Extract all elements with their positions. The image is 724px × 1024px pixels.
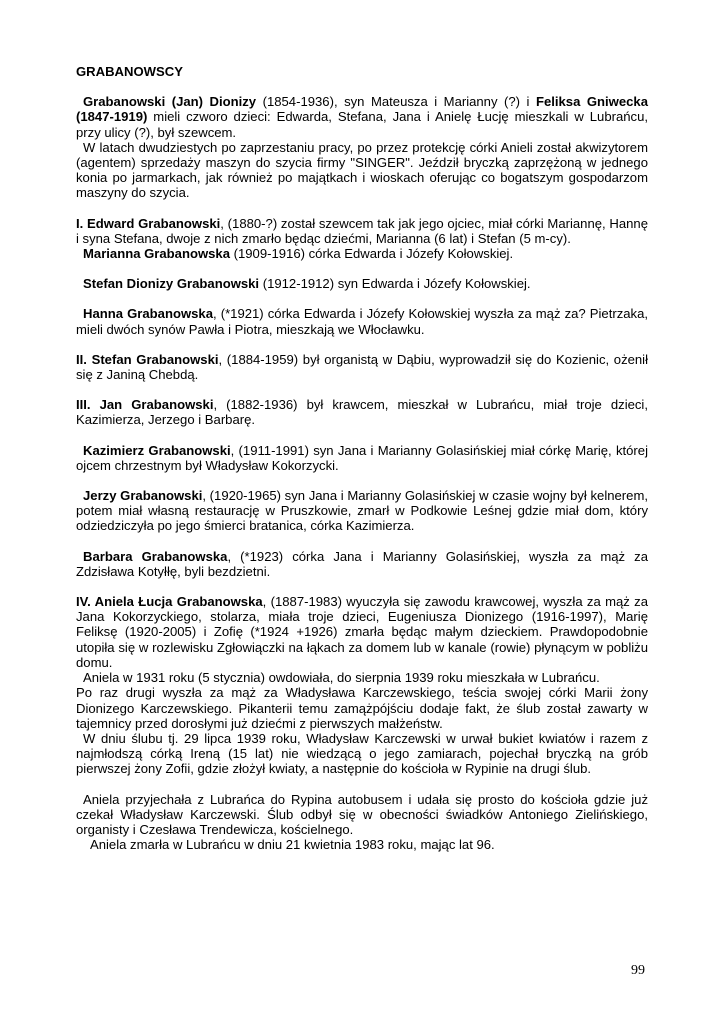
- paragraph-singer: W latach dwudziestych po zaprzestaniu pracy, po przez protekcję córki Anieli został akwizytorem (agentem) sprzedaży maszyn do szycia firmy "SINGER". Jeździł bryczką zaprzężoną w jednego konia po jarmarkach, jak również po majątkach i wioskach oferując co bogatszym gospodarzom maszyny do szycia.: [76, 139, 648, 201]
- paragraph-stefan-dionizy: Stefan Dionizy Grabanowski (1912-1912) syn Edwarda i Józefy Kołowskiej.: [83, 276, 531, 292]
- name-stefan: II. Stefan Grabanowski: [76, 351, 219, 367]
- name-kazimierz: Kazimierz Grabanowski: [83, 442, 231, 458]
- paragraph-jerzy: Jerzy Grabanowski, (1920-1965) syn Jana i Marianny Golasińskiej w czasie wojny był kelnerem, potem miał własną restaurację w Pruszkowie, zmarł w Podkowie Leśnej gdzie miał dom, który odziedziczyła po jego śmierci bratanica, córka Kazimierza.: [76, 488, 648, 534]
- paragraph-kazimierz: Kazimierz Grabanowski, (1911-1991) syn Jana i Marianny Golasińskiej miał córkę Marię, której ojcem chrzestnym był Władysław Kokorzycki.: [76, 442, 648, 473]
- paragraph-hanna: Hanna Grabanowska, (*1921) córka Edwarda i Józefy Kołowskiej wyszła za mąż za? Pietrzaka, mieli dwóch synów Pawła i Piotra, mieszkają we Włocławku.: [76, 306, 648, 337]
- paragraph-aniela: IV. Aniela Łucja Grabanowska, (1887-1983) wyuczyła się zawodu krawcowej, wyszła za mąż za Jana Kokorzyckiego, stolarza, miała troje dzieci, Eugeniusza Dionizego (1916-1997), Marię Feliksę (1920-2005) i Zofię (*1924 +1926) zmarła będąc małym dzieckiem. Prawdopodobnie utopiła się w rozlewisku Zgłowiączki na łąkach za domem lub w kanale (rowie) płynącym w pobliżu domu.: [76, 594, 648, 670]
- name-aniela: IV. Aniela Łucja Grabanowska: [76, 594, 263, 610]
- name-jan-dionizy: Grabanowski (Jan) Dionizy: [83, 94, 257, 110]
- paragraph-edward: I. Edward Grabanowski, (1880-?) został szewcem tak jak jego ojciec, miał córki Mariannę, Hannę i syna Stefana, dwoje z nich zmarło będąc dziećmi, Marianna (6 lat) i Stefan (5 m-cy).: [76, 215, 648, 246]
- paragraph-wedding-day: W dniu ślubu tj. 29 lipca 1939 roku, Władysław Karczewski w urwał bukiet kwiatów i razem z najmłodszą córką Ireną (15 lat) nie wiedzącą o jego zamiarach, pojechał bryczką na grób pierwszej żony Zofii, gdzie złożył kwiaty, a następnie do kościoła w Rypinie na drugi ślub.: [76, 730, 648, 777]
- paragraph-marianna: Marianna Grabanowska (1909-1916) córka Edwarda i Józefy Kołowskiej.: [83, 246, 514, 262]
- page-number: 99: [631, 963, 645, 978]
- name-edward: I. Edward Grabanowski: [76, 215, 221, 231]
- name-stefan-dionizy: Stefan Dionizy Grabanowski: [83, 276, 260, 292]
- document-page: [76, 64, 648, 852]
- paragraph-second-marriage: Po raz drugi wyszła za mąż za Władysława Karczewskiego, teścia swojej córki Marii żony Dionizego Karczewskiego. Pikanterii temu zamążpójściu dodaje fakt, że ślub został zawarty w tajemnicy przed dorosłymi już dziećmi z pierwszych małżeństw.: [76, 685, 648, 731]
- name-feliksa: Feliksa Gniwecka (1847-1919): [76, 94, 648, 125]
- name-barbara: Barbara Grabanowska: [83, 548, 228, 564]
- paragraph-aniela-widow: Aniela w 1931 roku (5 stycznia) owdowiała, do sierpnia 1939 roku mieszkała w Lubrańcu.: [83, 670, 600, 686]
- paragraph-parents: Grabanowski (Jan) Dionizy (1854-1936), syn Mateusza i Marianny (?) i Feliksa Gniwecka (1847-1919) mieli czworo dzieci: Edwarda, Stefana, Jana i Anielę Łucję mieszkali w Lubrańcu, przy ulicy (?), był szewcem.: [76, 94, 648, 140]
- paragraph-jan: III. Jan Grabanowski, (1882-1936) był krawcem, mieszkał w Lubrańcu, miał troje dzieci, Kazimierza, Jerzego i Barbarę.: [76, 397, 648, 428]
- name-jan: III. Jan Grabanowski: [76, 397, 214, 413]
- paragraph-barbara: Barbara Grabanowska, (*1923) córka Jana i Marianny Golasińskiej, wyszła za mąż za Zdzisława Kotyłłę, byli bezdzietni.: [76, 548, 648, 579]
- paragraph-aniela-death: Aniela zmarła w Lubrańcu w dniu 21 kwietnia 1983 roku, mając lat 96.: [90, 837, 495, 853]
- name-hanna: Hanna Grabanowska: [83, 306, 213, 322]
- name-marianna: Marianna Grabanowska: [83, 246, 230, 262]
- paragraph-wedding-church: Aniela przyjechała z Lubrańca do Rypina autobusem i udała się prosto do kościoła gdzie już czekał Władysław Karczewski. Ślub odbył się w obecności świadków Antoniego Zielińskiego, organisty i Czesława Trendewicza, kościelnego.: [76, 791, 648, 837]
- paragraph-stefan: II. Stefan Grabanowski, (1884-1959) był organistą w Dąbiu, wyprowadził się do Kozienic, ożenił się z Janiną Chebdą.: [76, 351, 649, 383]
- name-jerzy: Jerzy Grabanowski: [83, 488, 203, 504]
- page-title: GRABANOWSCY: [76, 64, 183, 79]
